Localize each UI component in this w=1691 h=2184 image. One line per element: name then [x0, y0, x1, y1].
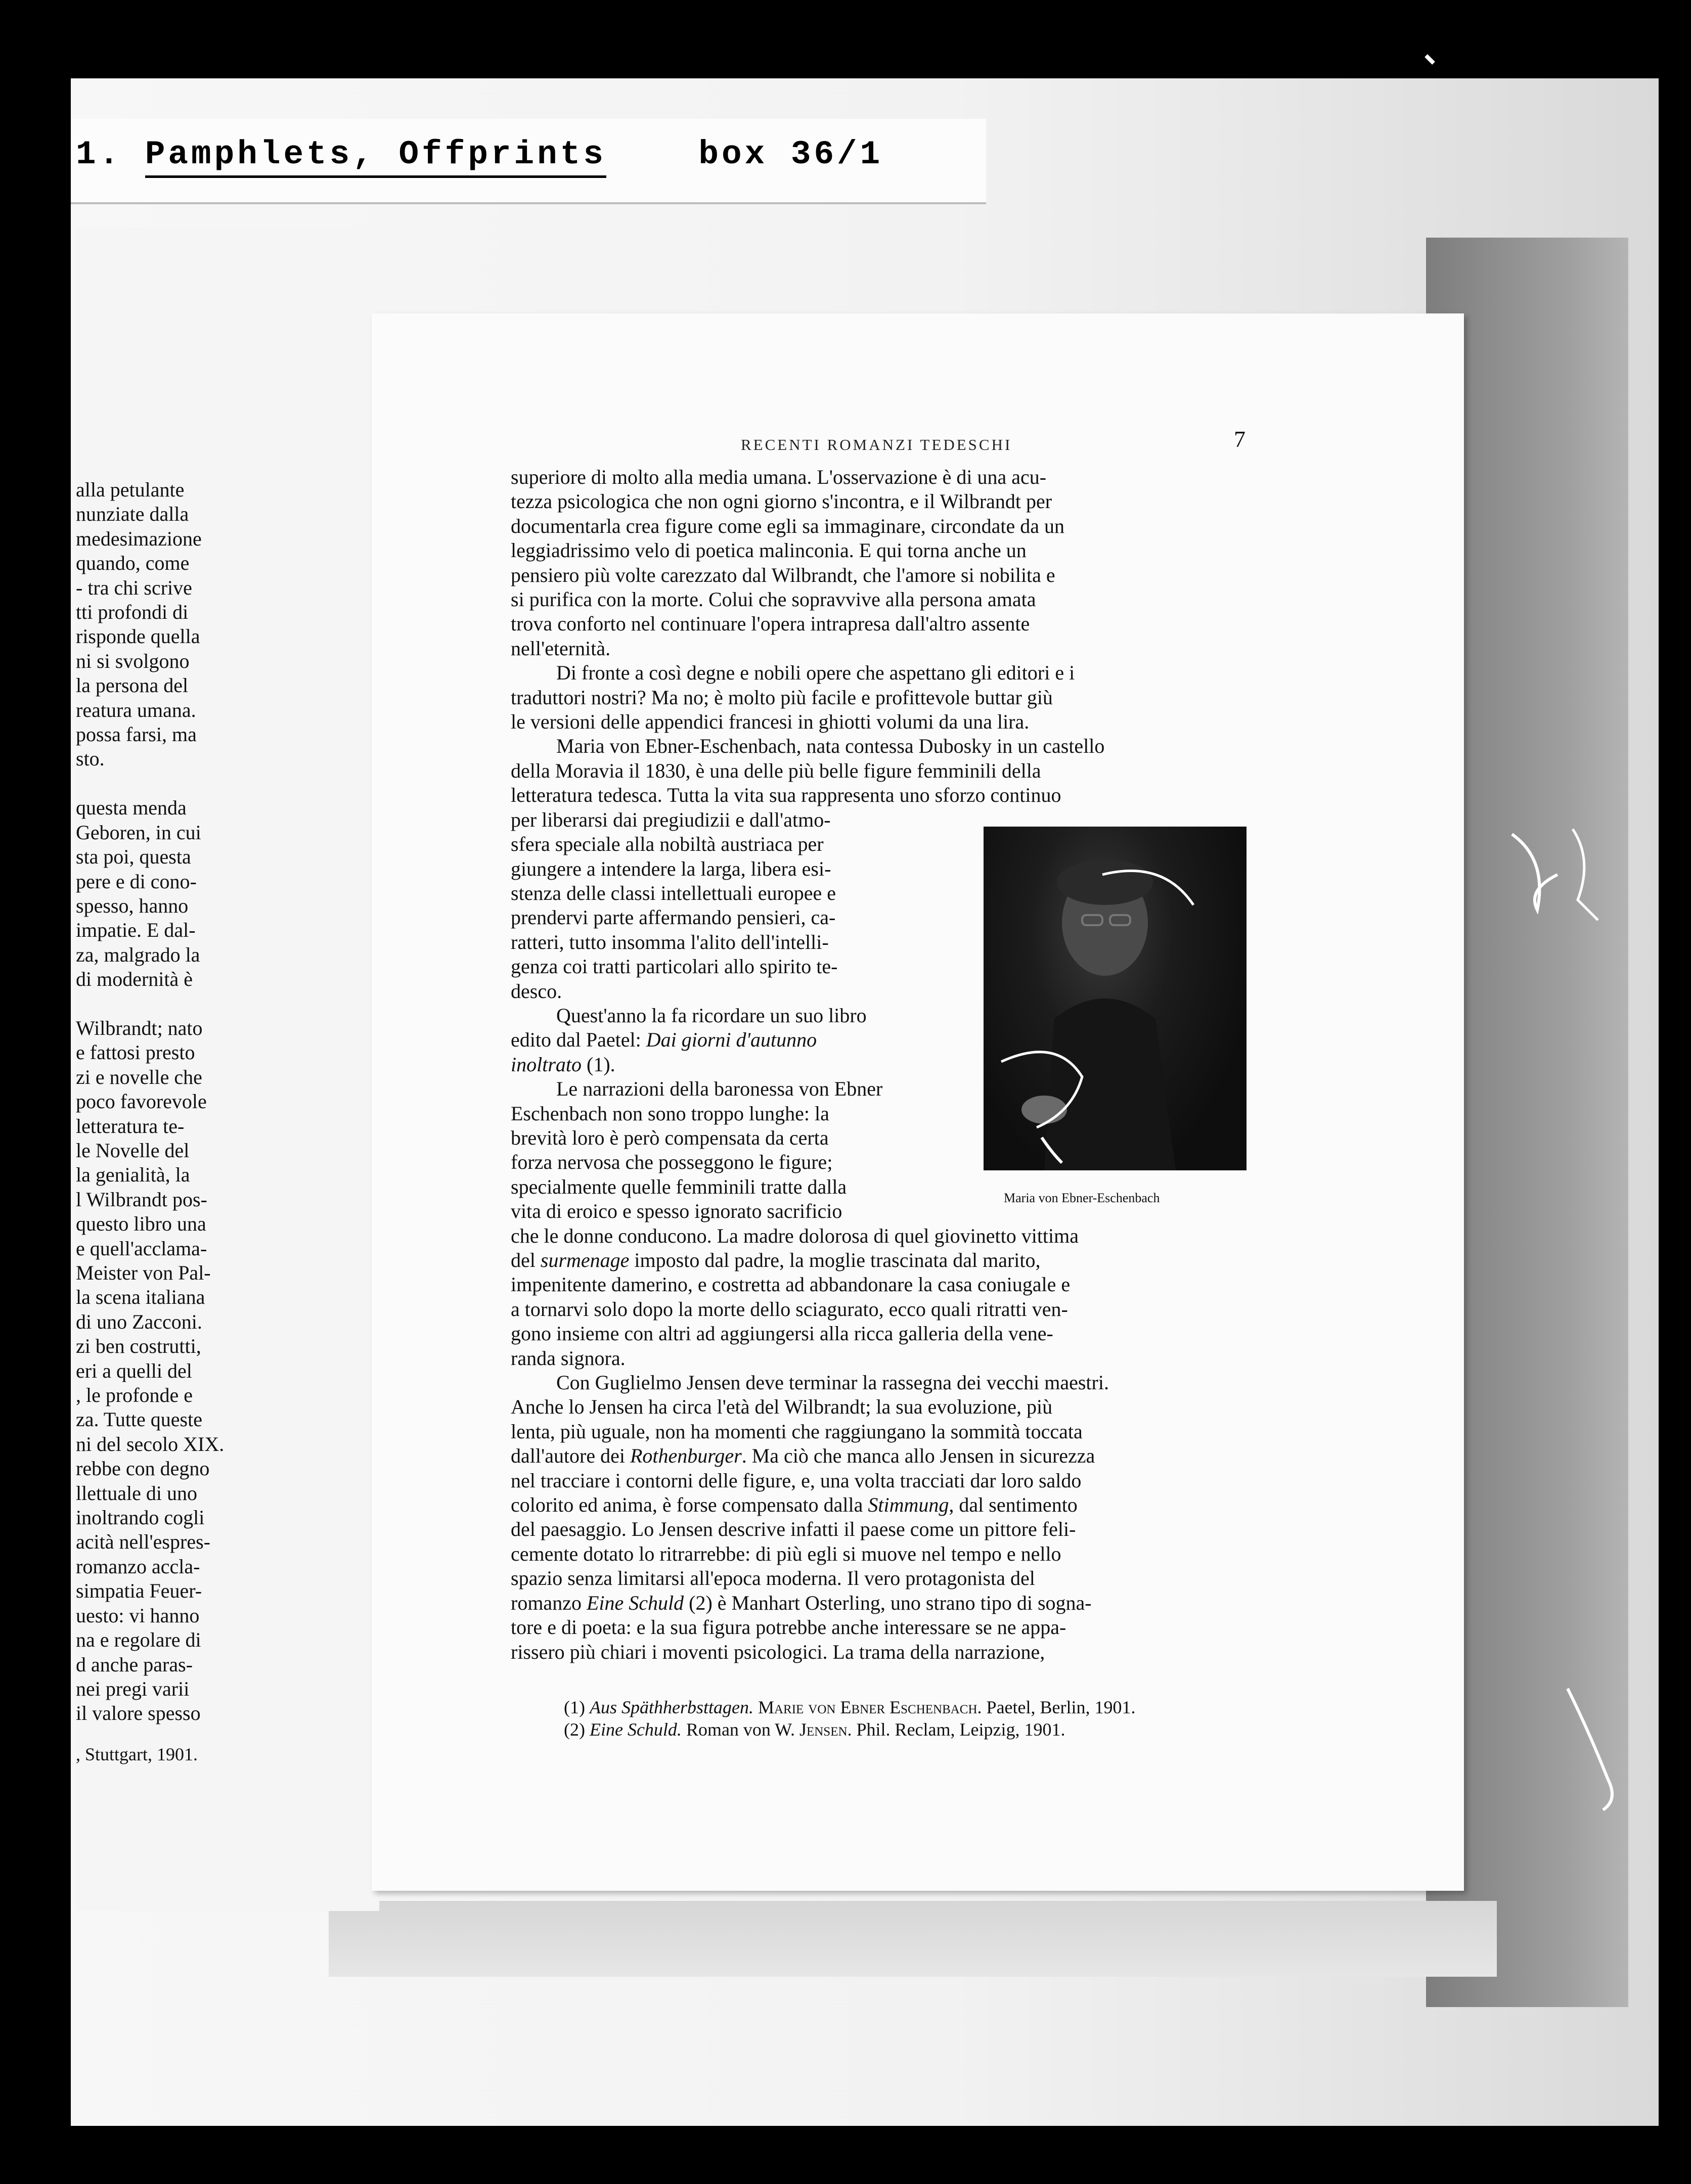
text-line: possa farsi, ma	[76, 723, 197, 746]
text-line: za. Tutte queste	[76, 1408, 202, 1431]
portrait-photo	[984, 827, 1247, 1170]
text-line: superiore di molto alla media umana. L'osservazione è di una acu-	[511, 466, 1047, 488]
text-line: - tra chi scrive	[76, 576, 192, 599]
text-line: del paesaggio. Lo Jensen descrive infatti il paese come un pittore feli-	[511, 1518, 1076, 1541]
footnote-2: (2) Eine Schuld. Roman von W. Jensen. Phil. Reclam, Leipzig, 1901.	[564, 1719, 1065, 1740]
text-line: la scena italiana	[76, 1286, 205, 1309]
text-line: questa menda	[76, 796, 187, 820]
text-line: letteratura te-	[76, 1114, 185, 1138]
text-line: Di fronte a così degne e nobili opere che aspettano gli editori e i	[556, 661, 1075, 685]
text-line: quando, come	[76, 552, 190, 575]
offprint-page	[372, 313, 1464, 1891]
text-line: za, malgrado la	[76, 943, 200, 966]
text-line: risponde quella	[76, 625, 200, 648]
page-number: 7	[1234, 426, 1245, 452]
footnotes	[564, 1696, 1136, 1741]
photo-caption: Maria von Ebner-Eschenbach	[1004, 1191, 1160, 1205]
running-head: RECENTI ROMANZI TEDESCHI	[741, 436, 1012, 453]
text-line: inoltrato (1).	[511, 1053, 615, 1076]
text-line	[76, 992, 248, 1016]
text-line: Eschenbach non sono troppo lunghe: la	[511, 1102, 829, 1125]
text-line: inoltrando cogli	[76, 1506, 205, 1529]
text-line: nei pregi varii	[76, 1677, 190, 1700]
text-line: spesso, hanno	[76, 894, 189, 917]
text-line: l Wilbrandt pos-	[76, 1188, 207, 1211]
text-line: dall'autore dei Rothenburger. Ma ciò che manca allo Jensen in sicurezza	[511, 1444, 1095, 1468]
text-line: tti profondi di	[76, 601, 189, 624]
text-line: tore e di poeta: e la sua figura potrebbe anche interessare se ne appa-	[511, 1616, 1066, 1639]
text-line: llettuale di uno	[76, 1481, 197, 1505]
text-line: , le profonde e	[76, 1384, 193, 1407]
text-line: di modernità è	[76, 968, 193, 991]
text-line: d anche paras-	[76, 1653, 193, 1676]
text-line: cemente dotato lo ritrarrebbe: di più egli si muove nel tempo e nello	[511, 1542, 1061, 1565]
text-line: spazio senza limitarsi all'epoca moderna. Il vero protagonista del	[511, 1567, 1035, 1590]
text-line: tezza psicologica che non ogni giorno s'incontra, e il Wilbrandt per	[511, 490, 1052, 513]
text-line: il valore spesso	[76, 1702, 201, 1725]
label-title: Pamphlets, Offprints	[145, 135, 606, 178]
text-line: Con Guglielmo Jensen deve terminar la rassegna dei vecchi maestri.	[556, 1371, 1109, 1394]
text-line: medesimazione	[76, 527, 202, 550]
text-line: impenitente damerino, e costretta ad abbandonare la casa coniugale e	[511, 1273, 1071, 1296]
text-line: sta poi, questa	[76, 845, 191, 869]
left-footnote: , Stuttgart, 1901.	[76, 1744, 198, 1764]
paragraph-5	[511, 1224, 1259, 1371]
text-line: simpatia Feuer-	[76, 1579, 202, 1603]
text-line: Quest'anno la fa ricordare un suo libro	[556, 1004, 867, 1027]
text-line: si purifica con la morte. Colui che sopravvive alla persona amata	[511, 588, 1036, 611]
text-line: specialmente quelle femminili tratte dalla	[511, 1175, 847, 1198]
text-line: trova conforto nel continuare l'opera intrapresa dall'altro assente	[511, 612, 1030, 635]
text-line: la persona del	[76, 674, 189, 697]
paragraph-5-rest	[511, 1272, 1259, 1371]
left-page-text	[76, 478, 248, 1766]
text-line: rebbe con degno	[76, 1457, 210, 1480]
text-line: leggiadrissimo velo di poetica malinconia. E qui torna anche un	[511, 539, 1027, 562]
text-line: nell'eternità.	[511, 636, 611, 660]
text-line: rissero più chiari i moventi psicologici. La trama della narrazione,	[511, 1640, 1045, 1663]
text-line: ni si svolgono	[76, 649, 190, 672]
text-line: Maria von Ebner-Eschenbach, nata contessa Dubosky in un castello	[556, 735, 1105, 758]
text-line: del surmenage imposto dal padre, la moglie trascinata dal marito,	[511, 1249, 1041, 1271]
text-line: le Novelle del	[76, 1139, 190, 1162]
text-line: reatura umana.	[76, 698, 196, 721]
text-line: alla petulante	[76, 478, 185, 501]
text-line: e quell'acclama-	[76, 1237, 207, 1260]
text-line: ratteri, tutto insomma l'alito dell'intelli-	[511, 930, 829, 953]
text-line: romanzo accla-	[76, 1555, 200, 1578]
text-line: forza nervosa che posseggono le figure;	[511, 1151, 833, 1174]
text-line: impatie. E dal-	[76, 919, 196, 942]
text-line: traduttori nostri? Ma no; è molto più facile e profittevole buttar giù	[511, 686, 1053, 709]
text-line: brevità loro è però compensata da certa	[511, 1126, 829, 1149]
text-line: colorito ed anima, è forse compensato dalla Stimmung, dal sentimento	[511, 1493, 1078, 1517]
text-line: ni del secolo XIX.	[76, 1432, 225, 1455]
text-line: Anche lo Jensen ha circa l'età del Wilbrandt; la sua evoluzione, più	[511, 1395, 1053, 1419]
text-line: edito dal Paetel: Dai giorni d'autunno	[511, 1028, 817, 1052]
text-line: giungere a intendere la larga, libera esi-	[511, 857, 831, 880]
text-line: pensiero più volte carezzato dal Wilbrandt, che l'amore si nobilita e	[511, 563, 1055, 586]
text-line: acità nell'espres-	[76, 1530, 210, 1554]
text-line: che le donne conducono. La madre dolorosa di quel giovinetto vittima	[511, 1224, 1079, 1247]
text-line: pere e di cono-	[76, 870, 197, 893]
text-line: della Moravia il 1830, è una delle più belle figure femminili della	[511, 759, 1041, 782]
text-line: poco favorevole	[76, 1090, 207, 1113]
text-line: sfera speciale alla nobiltà austriaca per	[511, 833, 824, 856]
text-line: prendervi parte affermando pensieri, ca-	[511, 906, 836, 929]
text-line: questo libro una	[76, 1212, 206, 1236]
text-line: la genialità, la	[76, 1163, 190, 1187]
paragraph-6	[511, 1371, 1259, 1664]
text-line: nunziate dalla	[76, 503, 189, 526]
text-line: documentarla crea figure come egli sa immaginare, circondate da un	[511, 514, 1065, 537]
text-line: nel tracciare i contorni delle figure, e, una volta tracciati dar loro saldo	[511, 1469, 1082, 1492]
text-line: desco.	[511, 979, 562, 1003]
text-line: le versioni delle appendici francesi in ghiotti volumi da una lira.	[511, 710, 1030, 734]
page-bottom-shadow	[329, 1901, 1497, 1977]
text-line: letteratura tedesca. Tutta la vita sua rappresenta uno sforzo continuo	[511, 784, 1061, 807]
text-line: Le narrazioni della baronessa von Ebner	[556, 1077, 883, 1101]
text-line: e fattosi presto	[76, 1041, 195, 1064]
text-line: eri a quelli del	[76, 1359, 192, 1382]
text-line: randa signora.	[511, 1346, 626, 1370]
label-number: 1.	[76, 135, 122, 173]
text-line: stenza delle classi intellettuali europee e	[511, 881, 836, 904]
text-line	[76, 771, 248, 796]
text-line: a tornarvi solo dopo la morte dello sciagurato, ecco quali ritratti ven-	[511, 1297, 1068, 1321]
text-line: zi ben costrutti,	[76, 1335, 201, 1358]
paragraph-1	[511, 465, 1259, 661]
text-line: Meister von Pal-	[76, 1261, 211, 1284]
text-line: romanzo Eine Schuld (2) è Manhart Osterling, uno strano tipo di sognа-	[511, 1591, 1092, 1614]
paragraph-3	[511, 734, 1259, 807]
paragraph-2	[511, 661, 1259, 734]
footnote-1: (1) Aus Späthherbsttagen. Marie von Ebner Eschenbach. Paetel, Berlin, 1901.	[564, 1697, 1136, 1717]
text-line: di uno Zacconi.	[76, 1310, 202, 1333]
text-line: uesto: vi hanno	[76, 1604, 200, 1627]
text-line: Wilbrandt; nato	[76, 1016, 203, 1039]
text-line: gono insieme con altri ad aggiungersi alla ricca galleria della vene-	[511, 1322, 1053, 1345]
text-line: vita di eroico e spesso ignorato sacrificio	[511, 1200, 842, 1223]
text-line: genza coi tratti particolari allo spirito te-	[511, 955, 838, 978]
text-line: sto.	[76, 747, 105, 770]
text-line: na e regolare di	[76, 1628, 201, 1652]
text-line: per liberarsi dai pregiudizii e dall'atmo-	[511, 808, 831, 831]
text-line: zi e novelle che	[76, 1065, 202, 1088]
text-line: lenta, più uguale, non ha momenti che raggiungano la sommità toccata	[511, 1420, 1083, 1443]
label-box: box 36/1	[698, 135, 883, 173]
text-line: Geboren, in cui	[76, 821, 201, 844]
archive-label	[76, 135, 883, 173]
